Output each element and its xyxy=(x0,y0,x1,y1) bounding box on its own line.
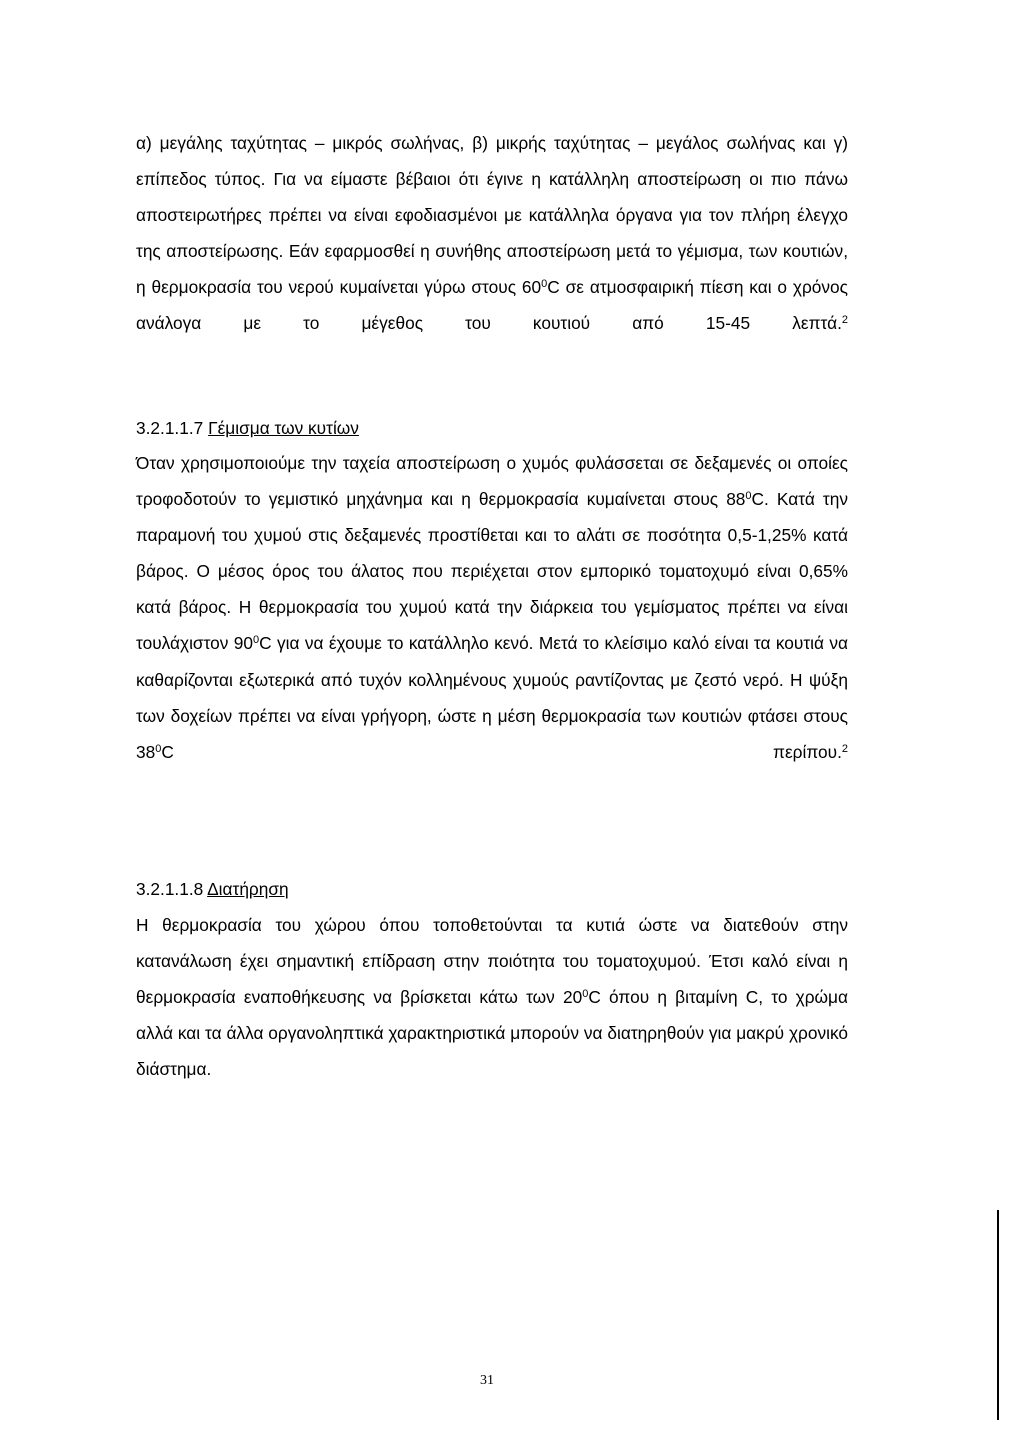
section-title: Γέμισμα των κυτίων xyxy=(208,418,359,438)
intro-paragraph xyxy=(136,125,848,342)
degree-superscript: 0 xyxy=(745,490,752,503)
filling-text-1: Όταν χρησιμοποιούμε την ταχεία αποστείρωση ο χυμός φυλάσσεται σε δεξαμενές οι οποίες τροφοδοτούν το γεμιστικό μηχάνημα και η θερμοκρασία κυμαίνεται στους 88 xyxy=(136,453,848,510)
degree-superscript: 0 xyxy=(155,742,162,755)
filling-text-4: C περίπου. xyxy=(161,741,842,762)
margin-rule xyxy=(997,1210,999,1420)
intro-text-1: α) μεγάλης ταχύτητας – μικρός σωλήνας, β) μικρής ταχύτητας – μεγάλος σωλήνας και γ) επίπεδος τύπος. Για να είμαστε βέβαιοι ότι έγινε η κατάλληλη αποστείρωση οι πιο πάνω αποστειρωτήρες πρέπει να είναι εφοδιασμένοι με κατάλληλα όργανα για τον πλήρη έλεγχο της αποστείρωσης. Εάν εφαρμοσθεί η συνήθης αποστείρωση μετά το γέμισμα, των κουτιών, η θερμοκρασία του νερού κυμαίνεται γύρω στους 60 xyxy=(136,133,848,298)
degree-superscript: 0 xyxy=(253,634,260,647)
degree-superscript: 0 xyxy=(582,988,589,1001)
section-number: 3.2.1.1.7 xyxy=(136,418,204,438)
page-number: 31 xyxy=(480,1373,494,1388)
preservation-text-1: Η θερμοκρασία του χώρου όπου τοποθετούνται τα κυτιά ώστε να διατεθούν στην κατανάλωση έχει σημαντική επίδραση στην ποιότητα του τοματοχυμού. Έτσι καλό είναι η θερμοκρασία εναποθήκευσης να βρίσκεται κάτω των 20 xyxy=(136,915,848,1008)
section-heading-filling xyxy=(136,410,848,446)
section-heading-preservation xyxy=(136,871,848,907)
preservation-text-2: C όπου η βιταμίνη C, το χρώμα αλλά και τα άλλα οργανοληπτικά χαρακτηριστικά μπορούν να διατηρηθούν για μακρύ χρονικό διάστημα. xyxy=(136,987,848,1080)
section-title: Διατήρηση xyxy=(207,879,289,899)
degree-superscript: 0 xyxy=(541,278,548,291)
reference-superscript: 2 xyxy=(841,314,848,327)
reference-superscript: 2 xyxy=(841,742,848,755)
filling-paragraph xyxy=(136,445,848,770)
section-number: 3.2.1.1.8 xyxy=(136,879,204,899)
preservation-paragraph xyxy=(136,907,848,1087)
filling-text-3: C για να έχουμε το κατάλληλο κενό. Μετά το κλείσιμο καλό είναι τα κουτιά να καθαρίζονται εξωτερικά από τυχόν κολλημένους χυμούς ραντίζοντας με ζεστό νερό. Η ψύξη των δοχείων πρέπει να είναι γρήγορη, ώστε η μέση θερμοκρασία των κουτιών φτάσει στους 38 xyxy=(136,633,848,762)
intro-text-2: C σε ατμοσφαιρική πίεση και ο χρόνος ανάλογα με το μέγεθος του κουτιού από 15-45 λεπτά. xyxy=(136,277,848,334)
filling-text-2: C. Κατά την παραμονή του χυμού στις δεξαμενές προστίθεται και το αλάτι σε ποσότητα 0,5-1,25% κατά βάρος. Ο μέσος όρος του άλατος που περιέχεται στον εμπορικό τοματοχυμό είναι 0,65% κατά βάρος. Η θερμοκρασία του χυμού κατά την διάρκεια του γεμίσματος πρέπει να είναι τουλάχιστον 90 xyxy=(136,489,848,654)
